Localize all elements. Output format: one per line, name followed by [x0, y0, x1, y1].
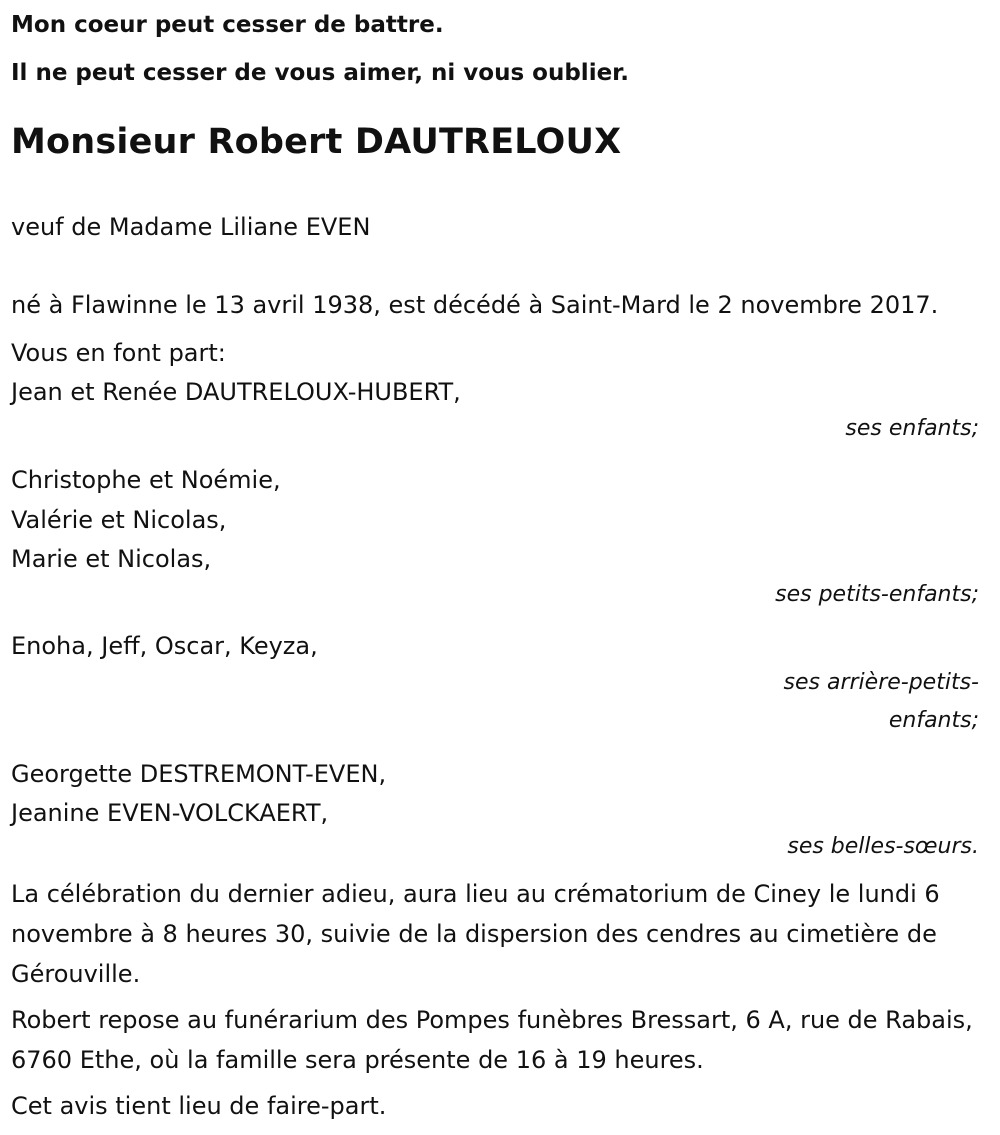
quote-line-2: Il ne peut cesser de vous aimer, ni vous oublier.	[11, 60, 629, 86]
quote-line-1: Mon coeur peut cesser de battre.	[11, 12, 444, 38]
family-member: Enoha, Jeff, Oscar, Keyza,	[11, 632, 318, 660]
family-member: Marie et Nicolas,	[11, 545, 212, 573]
family-member: Christophe et Noémie,	[11, 466, 281, 494]
relation-label: ses belles-sœurs.	[787, 834, 979, 859]
deceased-name: Monsieur Robert DAUTRELOUX	[11, 122, 622, 162]
viewing-paragraph: Robert repose au funérarium des Pompes funèbres Bressart, 6 A, rue de Rabais, 6760 Ethe, où la famille sera présente de 16 à 19 heures.	[11, 1006, 973, 1074]
spouse-line: veuf de Madame Liliane EVEN	[11, 213, 371, 241]
birth-death-line: né à Flawinne le 13 avril 1938, est décédé à Saint-Mard le 2 novembre 2017.	[11, 291, 939, 319]
ceremony-paragraph: La célébration du dernier adieu, aura lieu au crématorium de Ciney le lundi 6 novembre à 8 heures 30, suivie de la dispersion des cendres au cimetière de Gérouville.	[11, 880, 940, 988]
family-group-grandchildren	[11, 460, 990, 610]
family-member: Jeanine EVEN-VOLCKAERT,	[11, 799, 329, 827]
notification-intro: Vous en font part:	[11, 339, 226, 367]
closing-line: Cet avis tient lieu de faire-part.	[11, 1092, 387, 1120]
relation-label: ses arrière-petits-enfants;	[783, 670, 979, 733]
relation-wrap	[739, 664, 979, 740]
family-group-great-grandchildren	[11, 628, 990, 740]
family-group-sisters-in-law	[11, 754, 990, 862]
relation-label: ses enfants;	[845, 416, 979, 441]
family-group-children	[11, 373, 990, 444]
family-member: Jean et Renée DAUTRELOUX-HUBERT,	[11, 378, 461, 406]
family-member: Georgette DESTREMONT-EVEN,	[11, 760, 387, 788]
family-member: Valérie et Nicolas,	[11, 506, 227, 534]
relation-label: ses petits-enfants;	[775, 582, 979, 607]
